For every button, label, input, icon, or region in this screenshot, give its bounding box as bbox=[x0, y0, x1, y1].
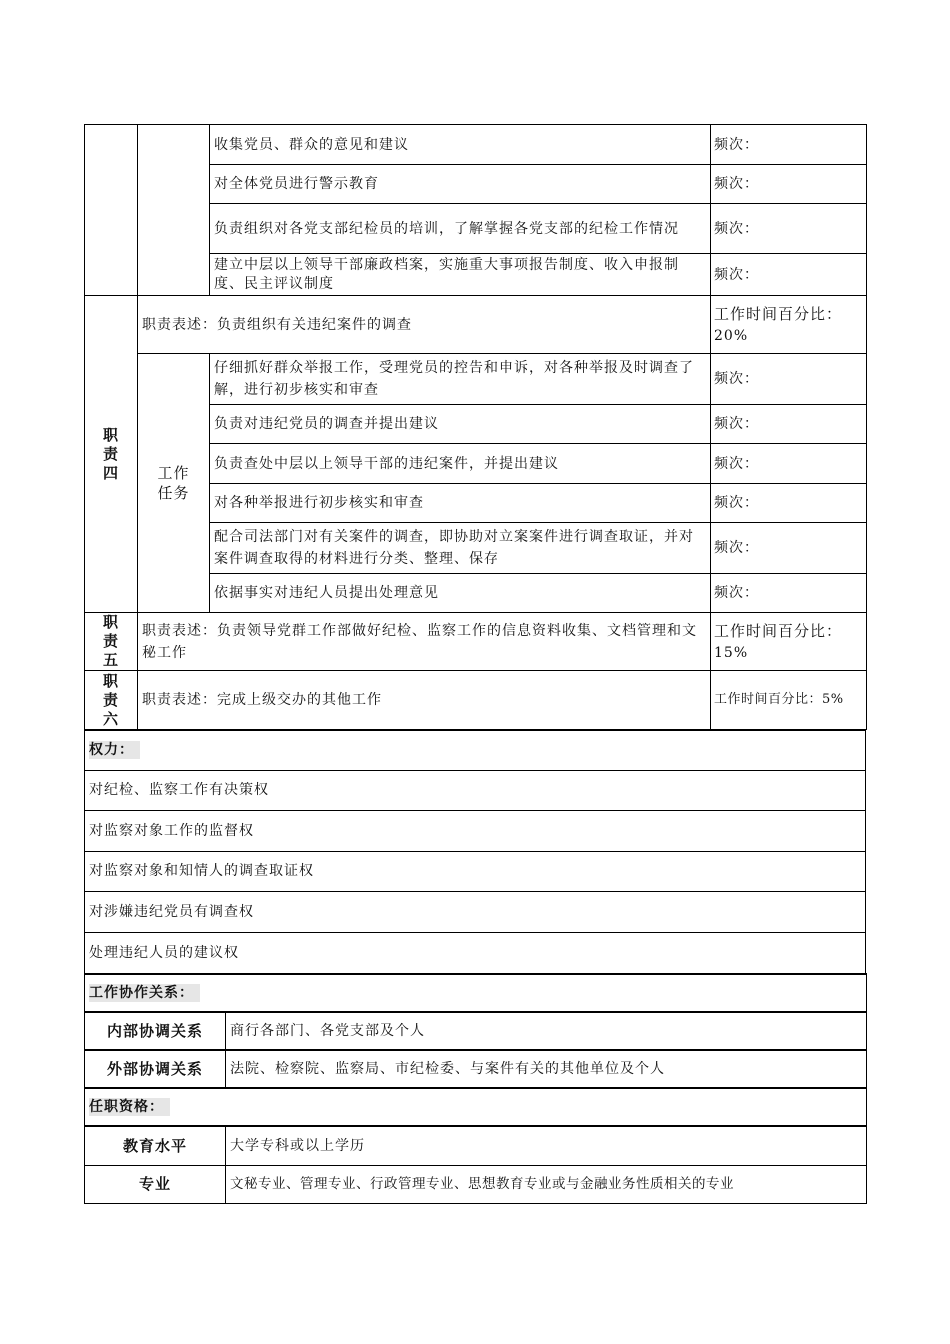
table-row bbox=[85, 810, 866, 851]
duty6-description: 职责表述：完成上级交办的其他工作 bbox=[138, 671, 711, 730]
task-text: 建立中层以上领导干部廉政档案，实施重大事项报告制度、收入申报制度、民主评议制度 bbox=[210, 254, 711, 296]
percent-label: 工作时间百分比： bbox=[714, 621, 843, 640]
internal-relations-label: 内部协调关系 bbox=[85, 1012, 226, 1050]
authority-item: 对纪检、监察工作有决策权 bbox=[85, 770, 866, 810]
job-description-page bbox=[84, 124, 866, 1204]
table-row bbox=[85, 1088, 867, 1126]
task-frequency: 频次： bbox=[711, 204, 867, 254]
task-frequency: 频次： bbox=[711, 125, 867, 165]
authority-title bbox=[85, 730, 866, 770]
table-row bbox=[85, 125, 867, 165]
duties-table bbox=[84, 124, 867, 730]
duty4-task-head bbox=[138, 354, 210, 613]
table-row bbox=[85, 1012, 867, 1050]
major-label: 专业 bbox=[85, 1165, 226, 1203]
duty3-task-head-cell bbox=[138, 125, 210, 296]
task-frequency: 频次： bbox=[711, 523, 867, 574]
table-row bbox=[85, 974, 867, 1012]
table-row bbox=[85, 891, 866, 932]
external-relations-label: 外部协调关系 bbox=[85, 1050, 226, 1088]
duty3-head-cell bbox=[85, 125, 138, 296]
task-frequency: 频次： bbox=[711, 254, 867, 296]
percent-label: 工作时间百分比： bbox=[714, 304, 843, 323]
task-text: 对各种举报进行初步核实和审查 bbox=[210, 484, 711, 523]
major-value: 文秘专业、管理专业、行政管理专业、思想教育专业或与金融业务性质相关的专业 bbox=[226, 1165, 867, 1203]
percent-value: 20% bbox=[714, 327, 749, 344]
table-row bbox=[85, 1126, 867, 1165]
authority-item: 对监察对象和知情人的调查取证权 bbox=[85, 851, 866, 891]
task-text: 对全体党员进行警示教育 bbox=[210, 165, 711, 204]
duty6-head: 职 责 六 bbox=[85, 671, 138, 730]
duty4-description: 职责表述：负责组织有关违纪案件的调查 bbox=[138, 296, 711, 354]
table-row bbox=[85, 354, 867, 405]
task-frequency: 频次： bbox=[711, 484, 867, 523]
task-text: 负责查处中层以上领导干部的违纪案件，并提出建议 bbox=[210, 444, 711, 484]
task-frequency: 频次： bbox=[711, 405, 867, 444]
relations-title bbox=[85, 974, 867, 1012]
education-label: 教育水平 bbox=[85, 1126, 226, 1165]
relations-table bbox=[84, 973, 867, 1089]
duty5-percent-cell bbox=[711, 613, 867, 671]
duty4-percent-cell bbox=[711, 296, 867, 354]
task-frequency: 频次： bbox=[711, 354, 867, 405]
table-row bbox=[85, 851, 866, 891]
task-text: 仔细抓好群众举报工作，受理党员的控告和申诉，对各种举报及时调查了解，进行初步核实和审查 bbox=[210, 354, 711, 405]
qualifications-title-text: 任职资格： bbox=[89, 1098, 170, 1116]
task-head-text: 工作任务 bbox=[157, 464, 190, 502]
relations-title-text: 工作协作关系： bbox=[89, 984, 200, 1002]
duty5-description: 职责表述：负责领导党群工作部做好纪检、监察工作的信息资料收集、文档管理和文秘工作 bbox=[138, 613, 711, 671]
task-text: 负责对违纪党员的调查并提出建议 bbox=[210, 405, 711, 444]
authority-title-text: 权力： bbox=[89, 741, 140, 759]
task-text: 依据事实对违纪人员提出处理意见 bbox=[210, 574, 711, 613]
task-frequency: 频次： bbox=[711, 165, 867, 204]
authority-item: 对监察对象工作的监督权 bbox=[85, 810, 866, 851]
table-row bbox=[85, 770, 866, 810]
table-row bbox=[85, 671, 867, 730]
duty4-head: 职 责 四 bbox=[85, 296, 138, 613]
authority-item: 对涉嫌违纪党员有调查权 bbox=[85, 891, 866, 932]
task-frequency: 频次： bbox=[711, 574, 867, 613]
table-row bbox=[85, 1050, 867, 1088]
task-text: 配合司法部门对有关案件的调查，即协助对立案案件进行调查取证，并对案件调查取得的材料进行分类、整理、保存 bbox=[210, 523, 711, 574]
external-relations-value: 法院、检察院、监察局、市纪检委、与案件有关的其他单位及个人 bbox=[226, 1050, 867, 1088]
duty6-percent: 工作时间百分比：5% bbox=[711, 671, 867, 730]
percent-value: 15% bbox=[714, 644, 749, 661]
table-row bbox=[85, 730, 866, 770]
education-value: 大学专科或以上学历 bbox=[226, 1126, 867, 1165]
task-text: 收集党员、群众的意见和建议 bbox=[210, 125, 711, 165]
table-row bbox=[85, 296, 867, 354]
authority-item: 处理违纪人员的建议权 bbox=[85, 932, 866, 973]
table-row bbox=[85, 613, 867, 671]
qualifications-title bbox=[85, 1088, 867, 1126]
task-frequency: 频次： bbox=[711, 444, 867, 484]
table-row bbox=[85, 932, 866, 973]
authority-table bbox=[84, 729, 866, 974]
duty5-head: 职 责 五 bbox=[85, 613, 138, 671]
table-row bbox=[85, 1165, 867, 1203]
task-text: 负责组织对各党支部纪检员的培训，了解掌握各党支部的纪检工作情况 bbox=[210, 204, 711, 254]
qualifications-table bbox=[84, 1087, 867, 1204]
internal-relations-value: 商行各部门、各党支部及个人 bbox=[226, 1012, 867, 1050]
